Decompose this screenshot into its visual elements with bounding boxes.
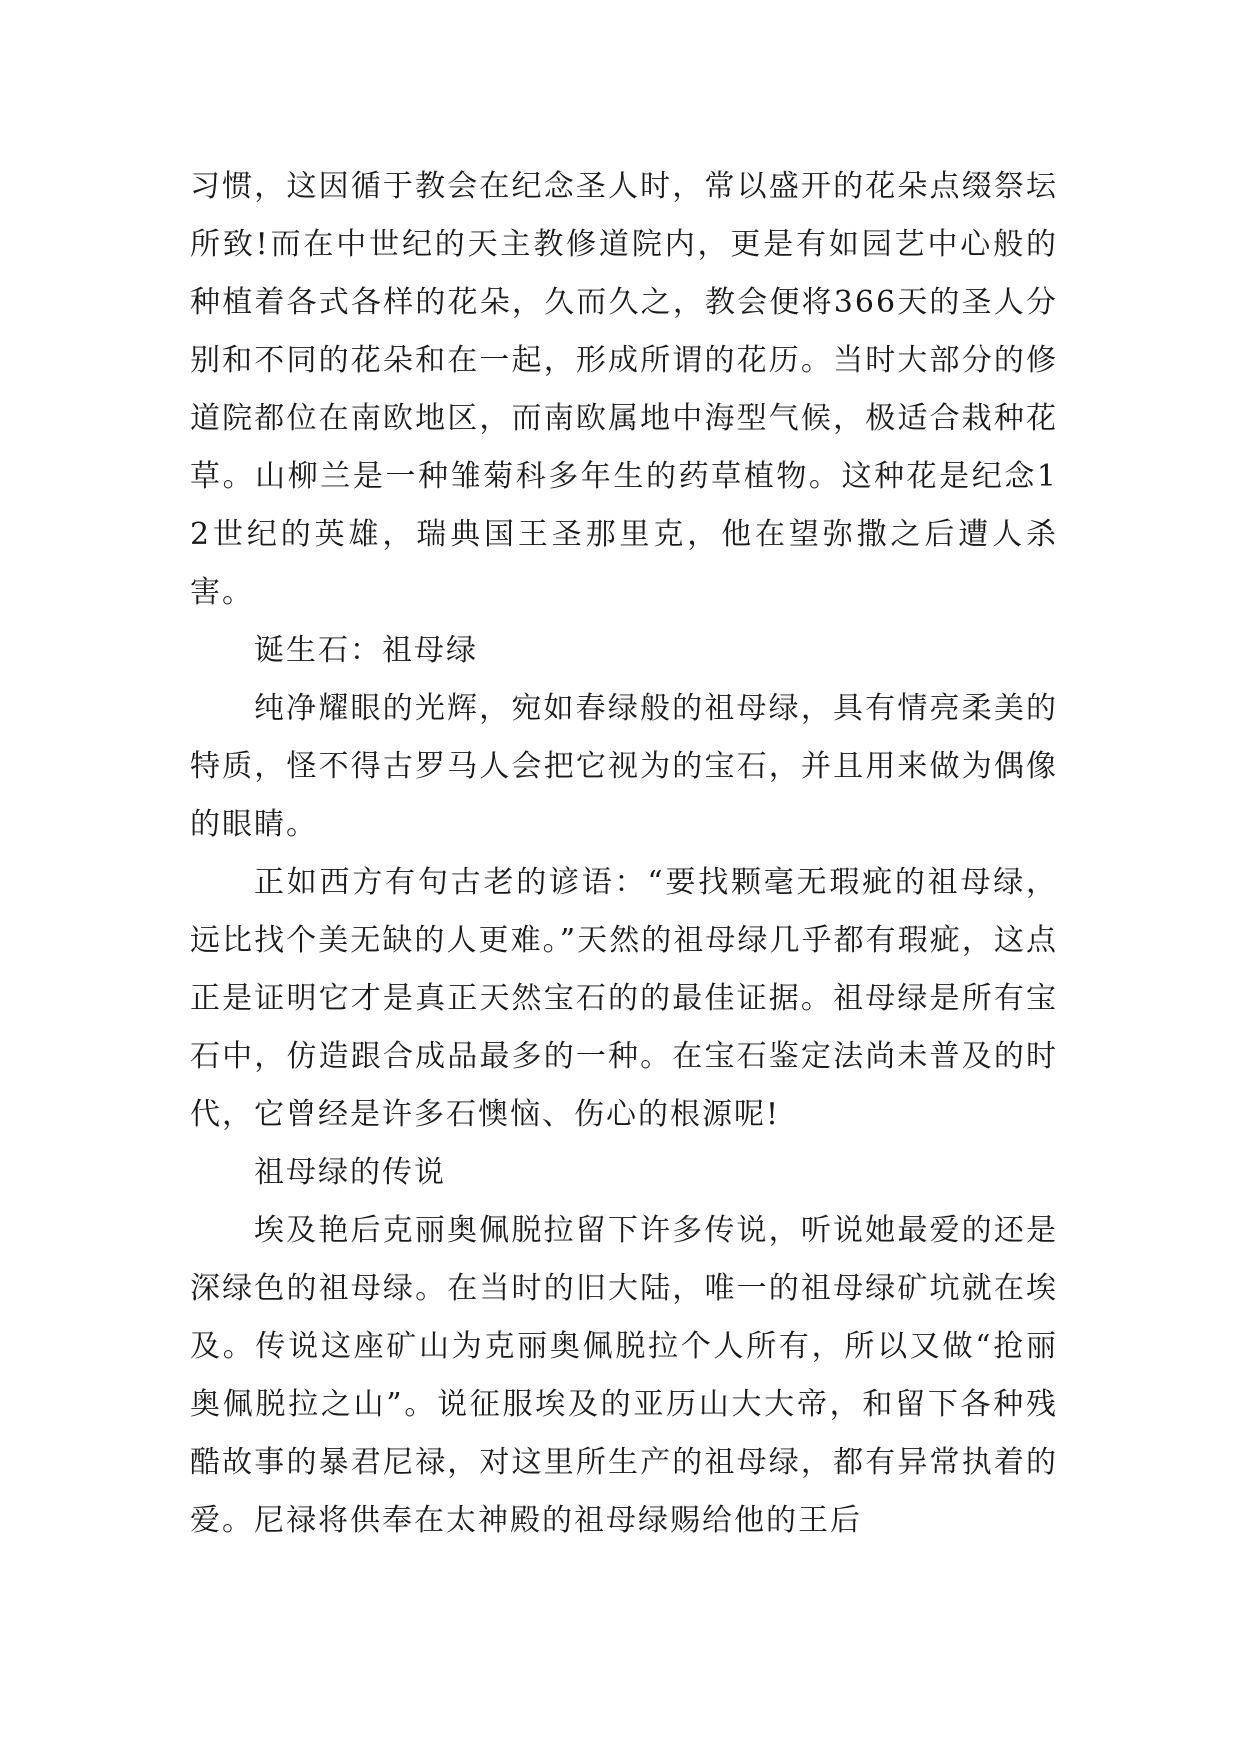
heading-birthstone: 诞生石：祖母绿 <box>254 633 478 668</box>
paragraph-saint-flowers: 习惯，这因循于教会在纪念圣人时，常以盛开的花朵点缀祭坛所致!而在中世纪的天主教修道院内，更是有如园艺中心般的种植着各式各样的花朵，久而久之，教会便将366天的圣人分别和不同的花朵和在一起，形成所谓的花历。当时大部分的修道院都位在南欧地区，而南欧属地中海型气候，极适合栽种花草。山柳兰是一种雏菊科多年生的药草植物。这种花是纪念12世纪的英雄，瑞典国王圣那里克，他在望弥撒之后遭人杀害。 <box>190 169 1058 610</box>
heading-emerald-legend: 祖母绿的传说 <box>254 1155 446 1190</box>
document-body <box>190 158 1058 1550</box>
paragraph-emerald-proverb: 正如西方有句古老的谚语：“要找颗毫无瑕疵的祖母绿，远比找个美无缺的人更难。”天然的祖母绿几乎都有瑕疵，这点正是证明它才是真正天然宝石的的最佳证据。祖母绿是所有宝石中，仿造跟合成品最多的一种。在宝石鉴定法尚未普及的时代，它曾经是许多石懊恼、伤心的根源呢! <box>190 865 1058 1132</box>
paragraph-cleopatra-legend: 埃及艳后克丽奥佩脱拉留下许多传说，听说她最爱的还是深绿色的祖母绿。在当时的旧大陆，唯一的祖母绿矿坑就在埃及。传说这座矿山为克丽奥佩脱拉个人所有，所以又做“抢丽奥佩脱拉之山”。说征服埃及的亚历山大大帝，和留下各种残酷故事的暴君尼禄，对这里所生产的祖母绿，都有异常执着的爱。尼禄将供奉在太神殿的祖母绿赐给他的王后 <box>190 1213 1058 1538</box>
paragraph-emerald-brilliance: 纯净耀眼的光辉，宛如春绿般的祖母绿，具有情亮柔美的特质，怪不得古罗马人会把它视为的宝石，并且用来做为偶像的眼睛。 <box>190 691 1058 842</box>
